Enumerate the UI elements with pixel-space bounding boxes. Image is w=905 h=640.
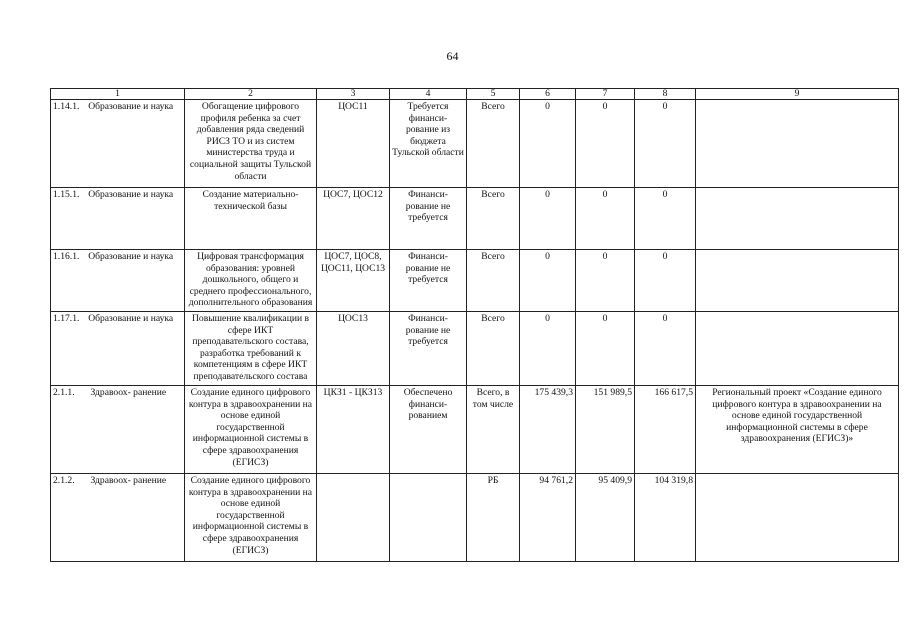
row-value-7: 0 [576,100,635,188]
row-number-cell [51,188,185,250]
row-source: Всего, в том числе [467,386,520,474]
row-value-8: 0 [635,250,696,312]
row-value-8: 0 [635,100,696,188]
table-row [51,100,899,188]
row-number: 2.1.2. [53,475,75,486]
row-code: ЦКЗ1 - ЦКЗ13 [317,386,390,474]
row-number: 1.16.1. [53,251,80,262]
header-col-2: 2 [185,89,317,100]
row-value-7: 151 989,5 [576,386,635,474]
row-source: Всего [467,100,520,188]
row-financing [390,474,467,562]
header-col-3: 3 [317,89,390,100]
row-value-8: 104 319,8 [635,474,696,562]
row-value-6: 0 [520,250,576,312]
row-name: Создание единого цифрового контура в здравоохранении на основе единой государственной информационной системы в сфере здравоохранения (ЕГИСЗ) [185,386,317,474]
row-note [696,188,899,250]
row-number-cell [51,100,185,188]
header-col-7: 7 [576,89,635,100]
row-code [317,474,390,562]
row-value-6: 175 439,3 [520,386,576,474]
row-number-cell [51,386,185,474]
table-header-row [51,89,899,100]
header-col-5: 5 [467,89,520,100]
row-name: Создание материально- технической базы [185,188,317,250]
row-category: Образование и наука [88,189,174,200]
row-value-6: 0 [520,312,576,386]
row-value-8: 166 617,5 [635,386,696,474]
row-number: 2.1.1. [53,387,75,398]
row-category: Образование и наука [88,313,174,324]
row-note [696,100,899,188]
row-name: Повышение квалификации в сфере ИКТ преподавательского состава, разработка требований к компетенциям в сфере ИКТ преподавательского состава [185,312,317,386]
row-value-7: 95 409,9 [576,474,635,562]
row-source: РБ [467,474,520,562]
row-value-7: 0 [576,188,635,250]
row-number-cell [51,474,185,562]
row-category: Здравоох- ранение [90,387,167,398]
row-code: ЦОС7, ЦОС8, ЦОС11, ЦОС13 [317,250,390,312]
header-col-1: 1 [51,89,185,100]
table-row [51,188,899,250]
row-name: Обогащение цифрового профиля ребенка за счет добавления ряда сведений РИСЗ ТО и из систем министерства труда и социальной защиты Тульской области [185,100,317,188]
row-value-6: 0 [520,100,576,188]
row-note [696,250,899,312]
table-row [51,386,899,474]
row-value-6: 0 [520,188,576,250]
row-note: Региональный проект «Создание единого цифрового контура в здравоохранении на основе единой государственной информационной системы в сфере здравоохранения (ЕГИСЗ)» [696,386,899,474]
row-financing: Обеспечено финанси- рованием [390,386,467,474]
row-value-7: 0 [576,250,635,312]
row-financing: Финанси- рование не требуется [390,250,467,312]
row-number: 1.17.1. [53,313,80,324]
row-financing: Финанси- рование не требуется [390,188,467,250]
row-code: ЦОС13 [317,312,390,386]
row-financing: Требуется финанси- рование из бюджета Тульской области [390,100,467,188]
row-code: ЦОС11 [317,100,390,188]
row-source: Всего [467,250,520,312]
row-note [696,474,899,562]
row-source: Всего [467,312,520,386]
row-number: 1.15.1. [53,189,80,200]
row-value-8: 0 [635,312,696,386]
row-value-6: 94 761,2 [520,474,576,562]
row-category: Здравоох- ранение [90,475,167,486]
header-col-9: 9 [696,89,899,100]
header-col-8: 8 [635,89,696,100]
row-number-cell [51,250,185,312]
row-name: Цифровая трансформация образования: уровней дошкольного, общего и среднего профессионального, дополнительного образования [185,250,317,312]
row-number-cell [51,312,185,386]
row-category: Образование и наука [88,101,174,112]
row-code: ЦОС7, ЦОС12 [317,188,390,250]
row-note [696,312,899,386]
table-row [51,250,899,312]
row-financing: Финанси- рование не требуется [390,312,467,386]
header-col-4: 4 [390,89,467,100]
page-number: 64 [446,49,459,63]
row-category: Образование и наука [88,251,174,262]
row-number: 1.14.1. [53,101,80,112]
row-name: Создание единого цифрового контура в здравоохранении на основе единой государственной информационной системы в сфере здравоохранения (ЕГИСЗ) [185,474,317,562]
table-row [51,312,899,386]
row-value-8: 0 [635,188,696,250]
row-value-7: 0 [576,312,635,386]
header-col-6: 6 [520,89,576,100]
program-table [50,88,899,562]
table-row [51,474,899,562]
row-source: Всего [467,188,520,250]
